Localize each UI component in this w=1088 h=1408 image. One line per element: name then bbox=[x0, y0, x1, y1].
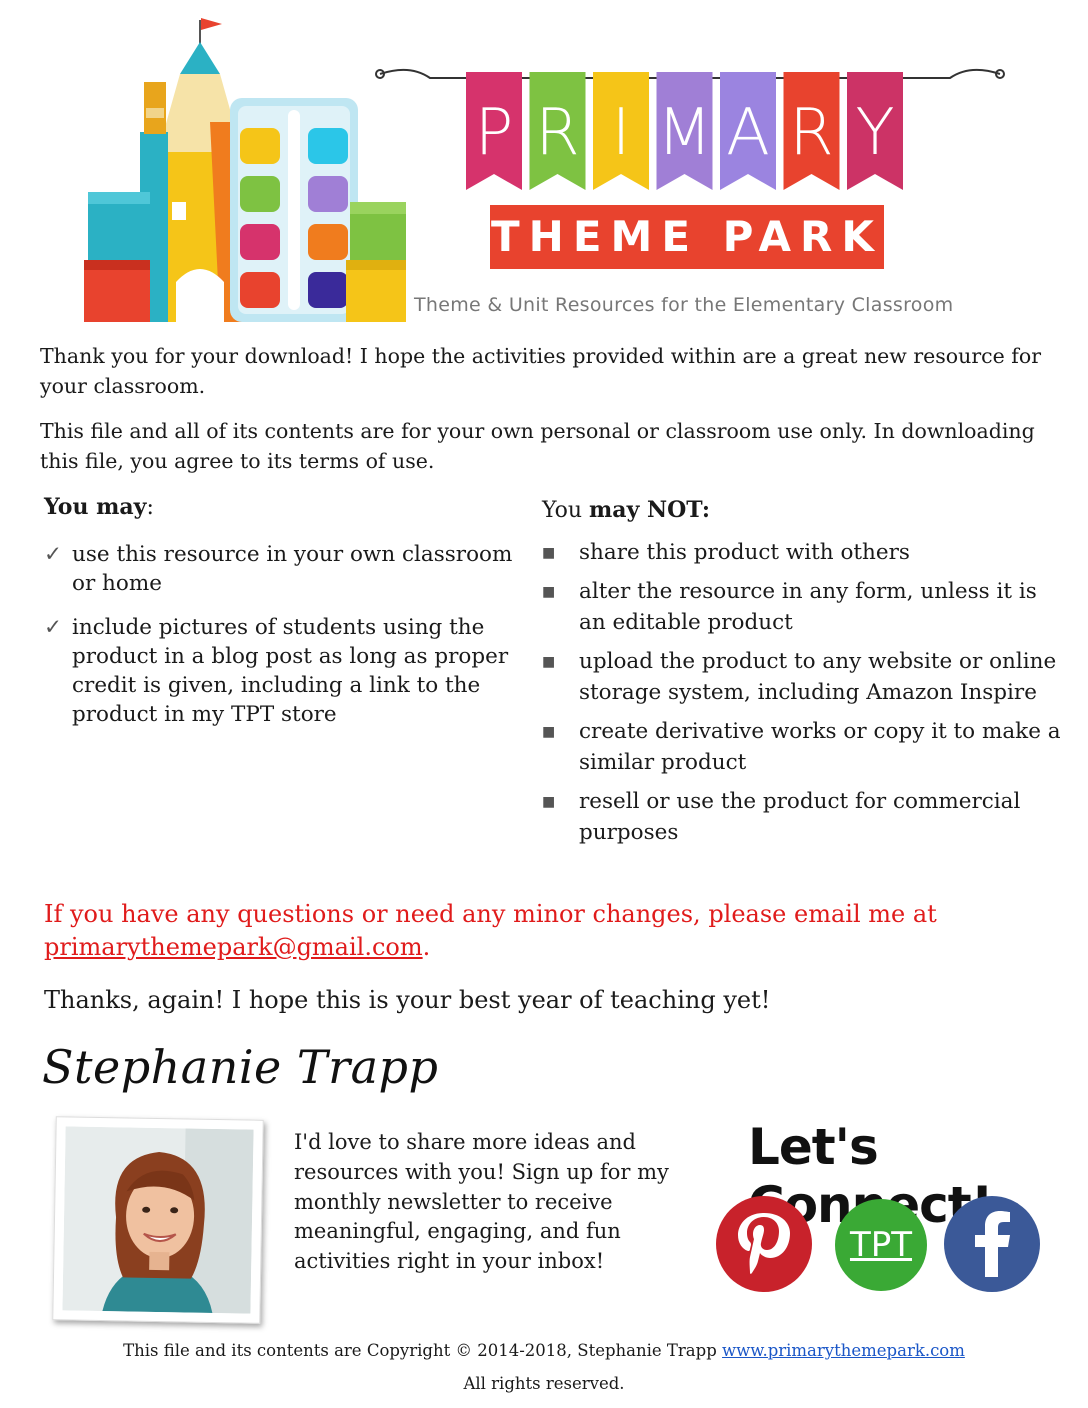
rights-reserved: All rights reserved. bbox=[463, 1374, 625, 1393]
list-item: ■ share this product with others bbox=[542, 537, 1062, 569]
list-item: ■ upload the product to any website or online storage system, including Amazon Inspire bbox=[542, 648, 1057, 705]
pinterest-icon bbox=[736, 1211, 792, 1277]
list-item: ■ create derivative works or copy it to make a similar product bbox=[542, 718, 1061, 775]
banner-letter: A bbox=[726, 96, 770, 170]
email-link[interactable]: primarythemepark@gmail.com bbox=[44, 933, 423, 961]
connect-heading: Let's bbox=[748, 1118, 878, 1176]
intro-paragraph: Thank you for your download! I hope the activities provided within are a great new resource for your classroom. bbox=[40, 344, 1042, 398]
square-bullet-icon: ■ bbox=[542, 583, 556, 600]
banner-letter: M bbox=[656, 96, 713, 170]
questions-notice: If you have any questions or need any minor changes, please email me at primarythemepark@gmail.com. bbox=[44, 900, 937, 961]
you-may-not-list bbox=[542, 537, 1062, 856]
tpt-icon: TPT bbox=[849, 1225, 913, 1265]
pinterest-button[interactable] bbox=[716, 1196, 812, 1292]
author-photo bbox=[52, 1116, 264, 1324]
newsletter-blurb: I'd love to share more ideas and resources with you! Sign up for my monthly newsletter to receive meaningful, engaging, and fun activities right in your inbox! bbox=[294, 1130, 669, 1274]
website-link[interactable]: www.primarythemepark.com bbox=[722, 1341, 965, 1360]
tagline: Theme & Unit Resources for the Elementary Classroom bbox=[414, 294, 954, 316]
square-bullet-icon: ■ bbox=[542, 653, 556, 670]
thanks-message: Thanks, again! I hope this is your best year of teaching yet! bbox=[44, 986, 771, 1014]
square-bullet-icon: ■ bbox=[542, 793, 556, 810]
checkmark-icon: ✓ bbox=[44, 615, 63, 640]
list-item: ✓ include pictures of students using the product in a blog post as long as proper credit is given, including a link to the product in my TPT store bbox=[44, 615, 509, 727]
list-item: ■ resell or use the product for commercial purposes bbox=[542, 788, 1021, 845]
list-item: ✓ use this resource in your own classroom or home bbox=[44, 542, 513, 596]
you-may-heading: You may: bbox=[44, 494, 154, 520]
signature: Stephanie Trapp bbox=[42, 1040, 439, 1094]
square-bullet-icon: ■ bbox=[542, 723, 556, 740]
banner-letter: Y bbox=[855, 96, 895, 170]
copyright-notice: This file and its contents are Copyright © 2014-2018, Stephanie Trapp www.primarythemepark.com bbox=[123, 1341, 965, 1360]
square-bullet-icon: ■ bbox=[542, 545, 556, 561]
banner-letter: I bbox=[611, 96, 631, 170]
checkmark-icon: ✓ bbox=[44, 542, 63, 567]
facebook-button[interactable] bbox=[944, 1196, 1040, 1292]
banner-letter: P bbox=[474, 96, 514, 170]
castle-logo-illustration bbox=[80, 12, 410, 324]
you-may-not-heading: You may NOT: bbox=[542, 497, 710, 523]
terms-paragraph: This file and all of its contents are for your own personal or classroom use only. In downloading this file, you agree to its terms of use. bbox=[40, 419, 1035, 473]
tpt-button[interactable] bbox=[835, 1199, 927, 1291]
banner-letter: R bbox=[789, 96, 834, 170]
theme-park-banner: THEME PARK bbox=[490, 205, 884, 269]
banner-letter: R bbox=[535, 96, 580, 170]
you-may-list bbox=[44, 540, 524, 744]
list-item: ■ alter the resource in any form, unless it is an editable product bbox=[542, 578, 1037, 635]
author-portrait bbox=[62, 1126, 253, 1313]
facebook-icon bbox=[972, 1211, 1012, 1277]
primary-banner bbox=[370, 60, 1010, 200]
